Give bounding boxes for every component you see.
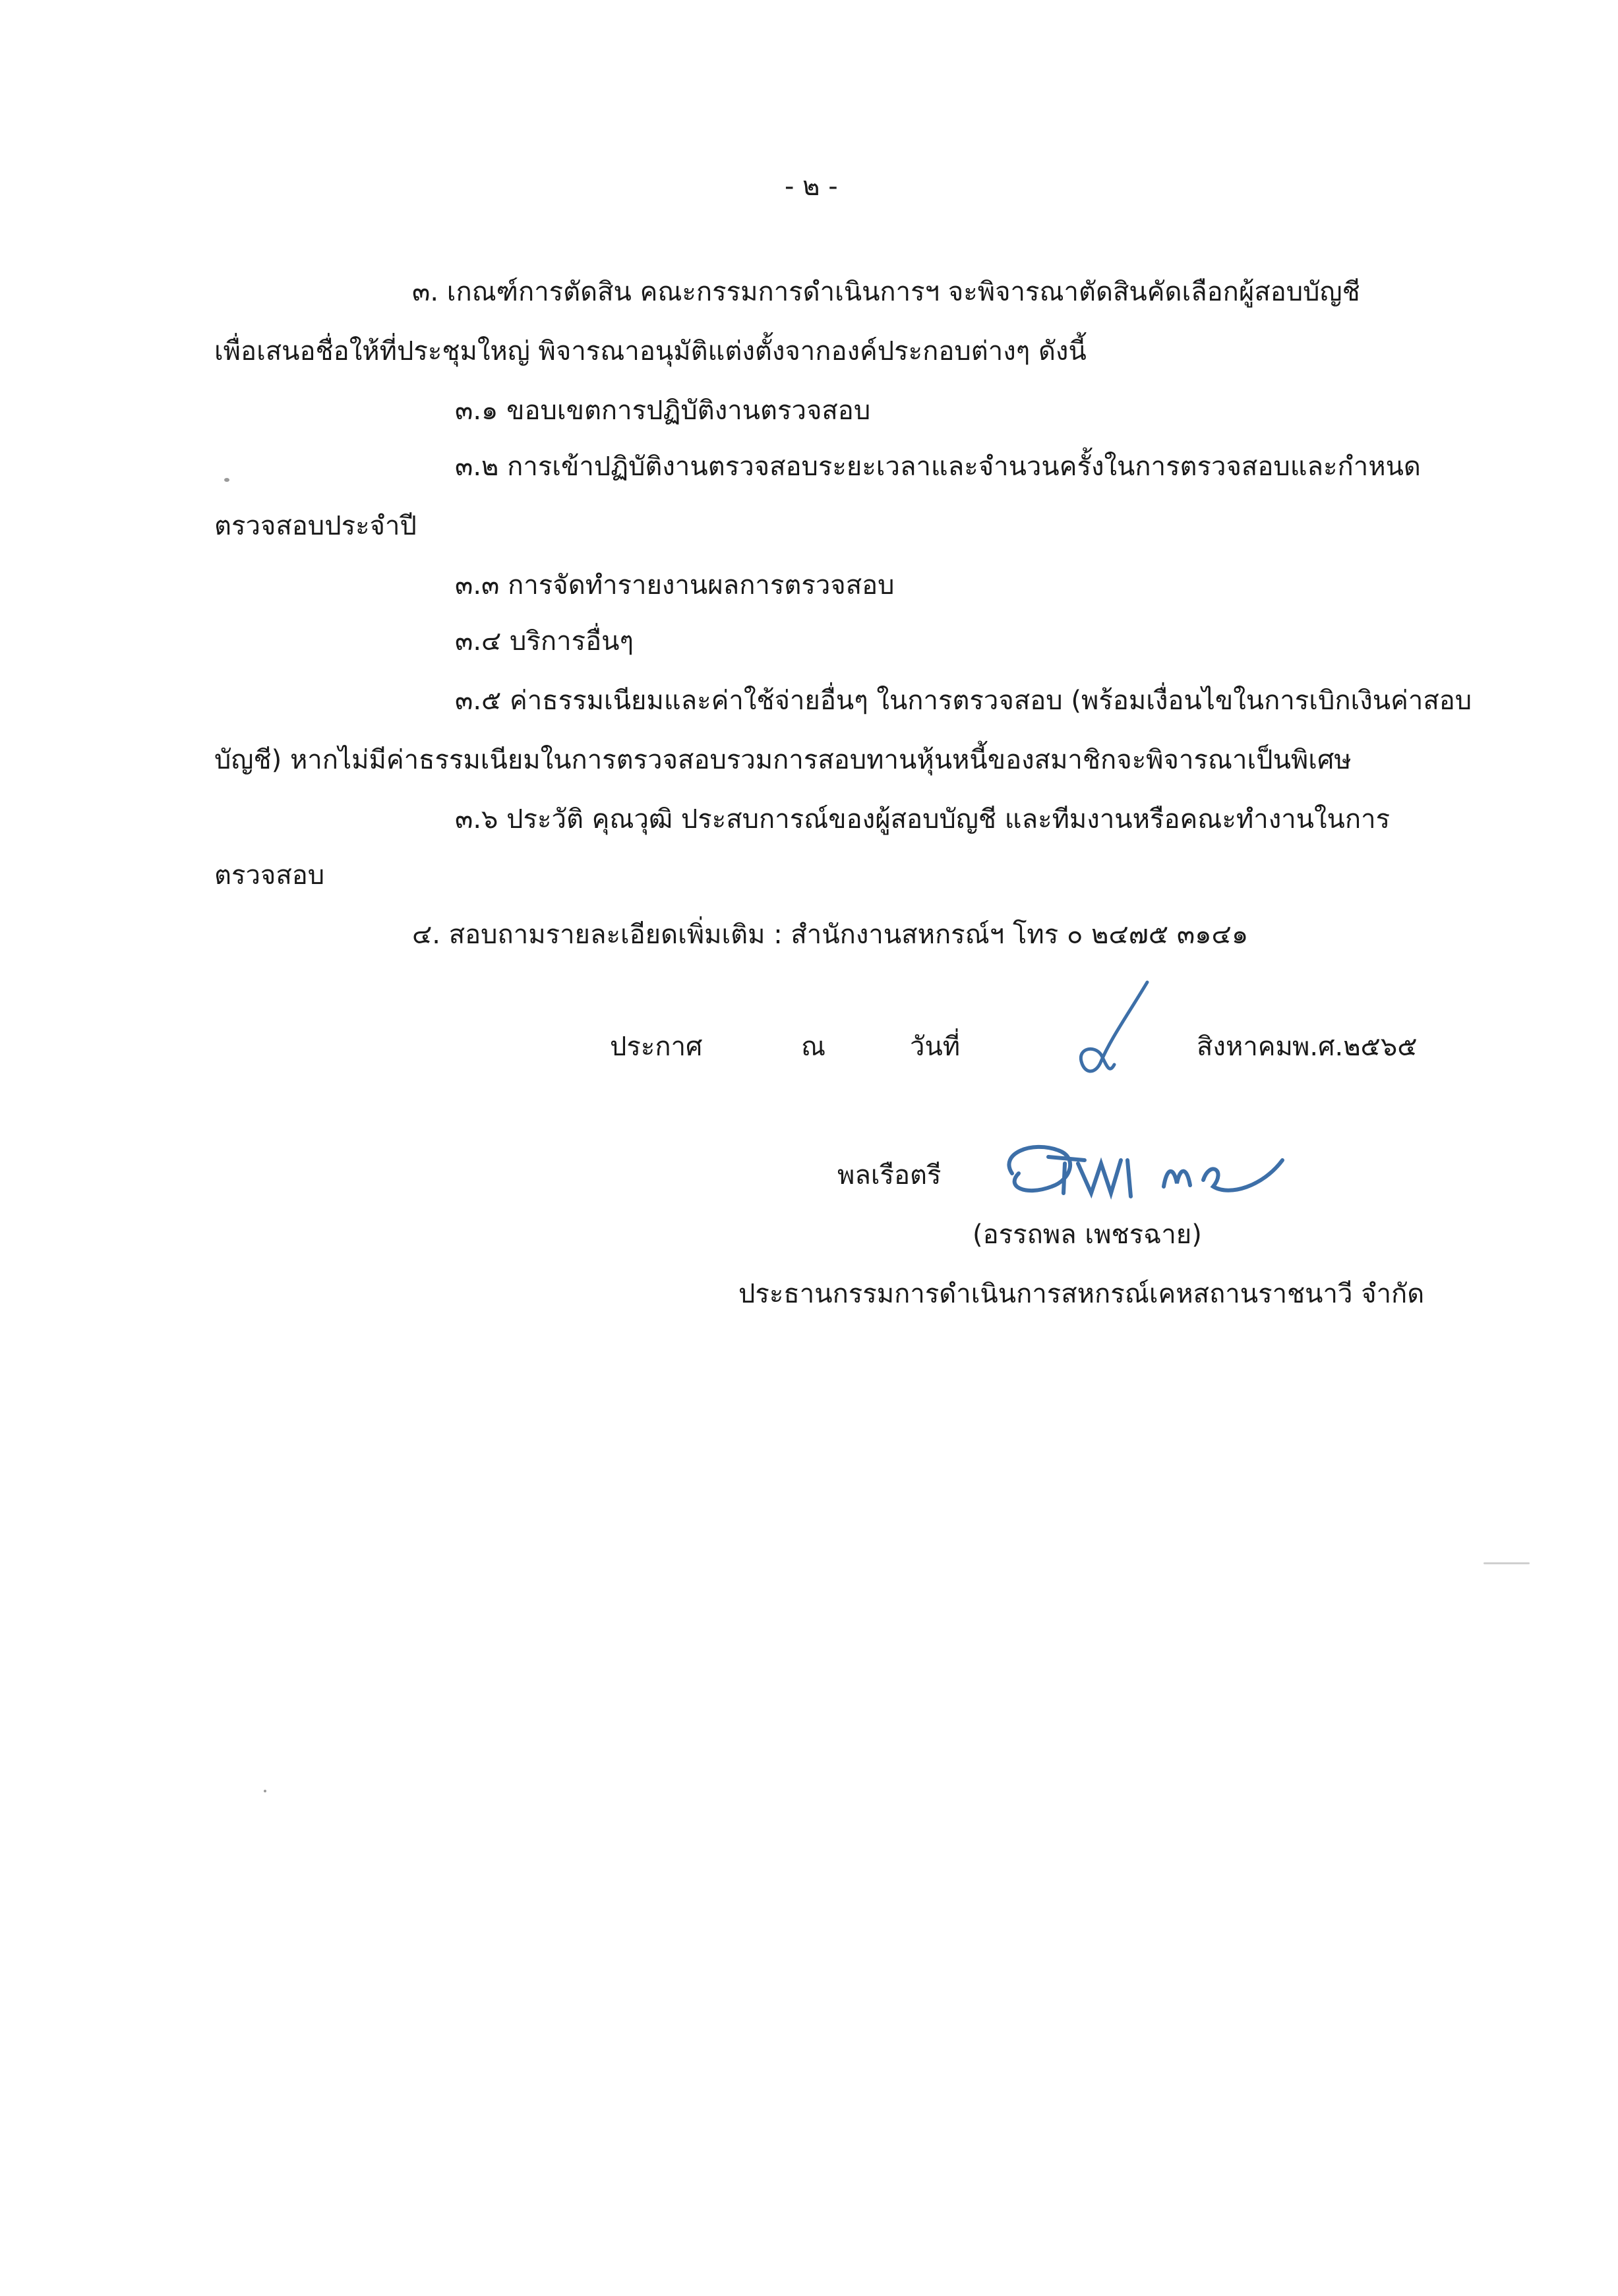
- criteria-heading-continued: เพื่อเสนอชื่อให้ที่ประชุมใหญ่ พิจารณาอนุมัติแต่งตั้งจากองค์ประกอบต่างๆ ดังนี้: [214, 336, 1087, 367]
- scan-speck: [264, 1790, 266, 1792]
- criteria-heading: ๓. เกณฑ์การตัดสิน คณะกรรมการดำเนินการฯ จะพิจารณาตัดสินคัดเลือกผู้สอบบัญชี: [412, 277, 1360, 307]
- announcement-month: สิงหาคม: [1197, 1032, 1293, 1062]
- scan-speck: [224, 478, 229, 482]
- criteria-item-3-5-continued: บัญชี) หากไม่มีค่าธรรมเนียมในการตรวจสอบรวมการสอบทานหุ้นหนี้ของสมาชิกจะพิจารณาเป็นพิเศษ: [214, 745, 1352, 775]
- criteria-item-3-5: ๓.๕ ค่าธรรมเนียมและค่าใช้จ่ายอื่นๆ ในการตรวจสอบ (พร้อมเงื่อนไขในการเบิกเงินค่าสอบ: [455, 686, 1472, 716]
- criteria-item-3-4: ๓.๔ บริการอื่นๆ: [455, 626, 634, 657]
- scan-speck: [1483, 1562, 1530, 1564]
- criteria-item-3-3: ๓.๓ การจัดทำรายงานผลการตรวจสอบ: [455, 570, 895, 601]
- signer-name: (อรรถพล เพชรฉาย): [973, 1220, 1202, 1250]
- criteria-item-3-6: ๓.๖ ประวัติ คุณวุฒิ ประสบการณ์ของผู้สอบบัญชี และทีมงานหรือคณะทำงานในการ: [455, 804, 1391, 835]
- signer-rank: พลเรือตรี: [837, 1160, 942, 1191]
- contact-info: ๔. สอบถามรายละเอียดเพิ่มเติม : สำนักงานสหกรณ์ฯ โทร ๐ ๒๔๗๕ ๓๑๔๑: [412, 920, 1249, 950]
- handwritten-date: [1048, 976, 1160, 1088]
- announcement-at: ณ: [801, 1032, 826, 1062]
- criteria-item-3-1: ๓.๑ ขอบเขตการปฏิบัติงานตรวจสอบ: [455, 396, 871, 426]
- page-number: - ๒ -: [785, 171, 838, 202]
- criteria-item-3-2-continued: ตรวจสอบประจำปี: [214, 511, 417, 541]
- signer-title: ประธานกรรมการดำเนินการสหกรณ์เคหสถานราชนาวี จำกัด: [738, 1279, 1425, 1309]
- criteria-item-3-2: ๓.๒ การเข้าปฏิบัติงานตรวจสอบระยะเวลาและจำนวนครั้งในการตรวจสอบและกำหนด: [455, 452, 1421, 482]
- announcement-label: ประกาศ: [610, 1032, 703, 1062]
- signature-mark: [986, 1134, 1302, 1213]
- criteria-item-3-6-continued: ตรวจสอบ: [214, 860, 325, 891]
- announcement-year: พ.ศ.๒๕๖๕: [1292, 1032, 1418, 1062]
- announcement-date-label: วันที่: [910, 1032, 961, 1062]
